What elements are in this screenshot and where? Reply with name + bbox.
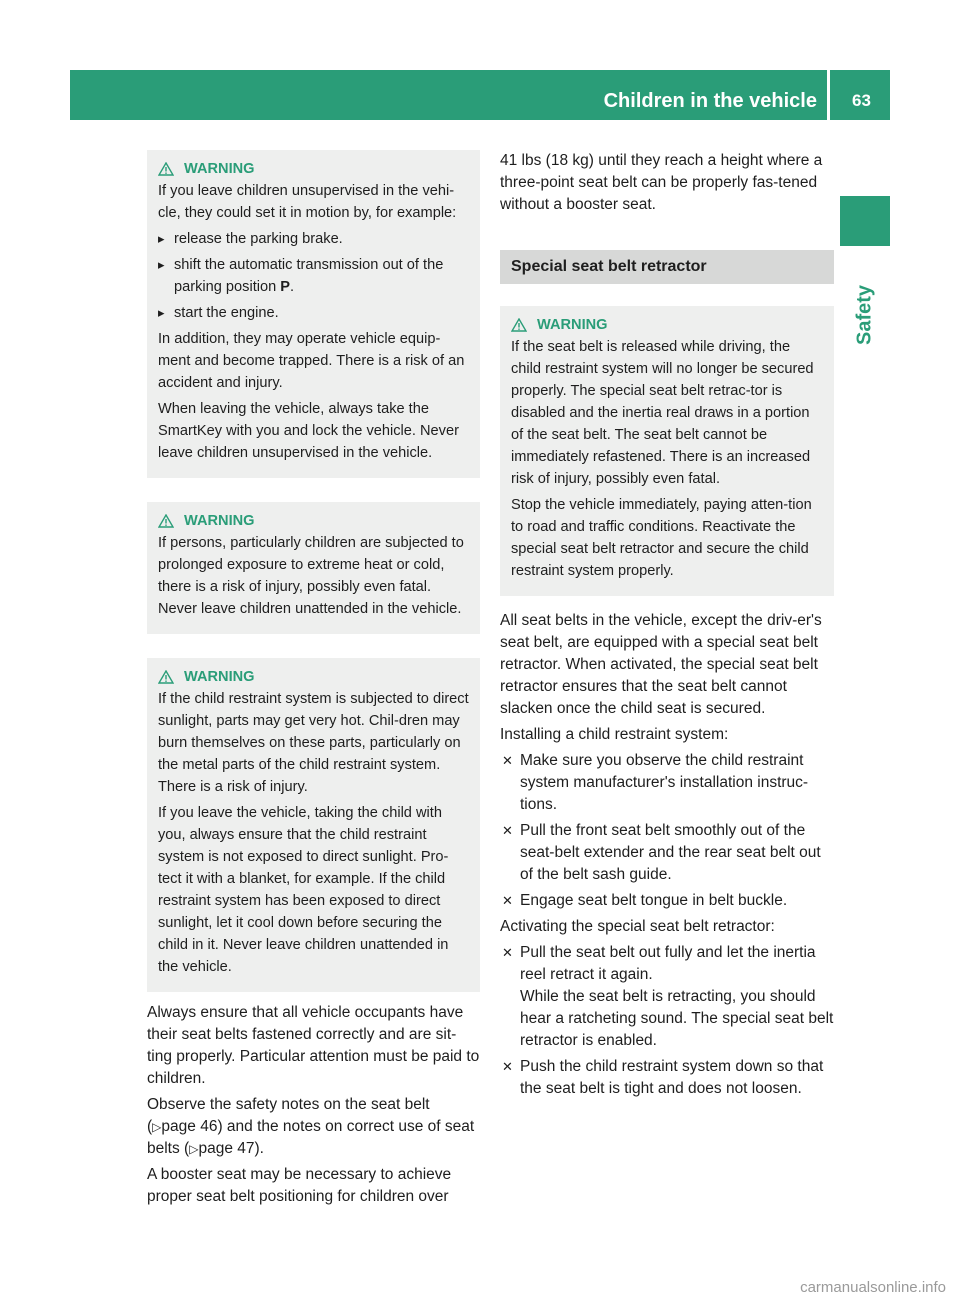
text-segment: ). bbox=[254, 1140, 264, 1157]
warning-triangle-icon bbox=[158, 162, 174, 176]
warning-text: If you leave the vehicle, taking the child with you, always ensure that the child restraint system is not exposed to direct sunlight. Pro-tect it with a blanket, for example. If the child restraint system has been exposed to direct sunlight, let it cool down before securing the child in it. Never leave children unattended in the vehicle. bbox=[158, 805, 449, 975]
warning-text: If the seat belt is released while driving, the child restraint system will no longer be secured properly. The special seat belt retrac-tor is disabled and the inertia real draws in a portion of the seat belt. The seat belt cannot be immediately refastened. There is an increased risk of injury, possibly even fatal. bbox=[511, 339, 814, 487]
page-reference-link[interactable]: page 47 bbox=[198, 1140, 255, 1157]
body-paragraph: 41 lbs (18 kg) until they reach a height where a three-point seat belt can be properly fas-tened without a booster seat. bbox=[500, 152, 823, 213]
step-item: ✕ Engage seat belt tongue in belt buckle. bbox=[500, 890, 834, 912]
body-paragraph: Always ensure that all vehicle occupants have their seat belts fastened correctly and are sit-ting properly. Particular attention must be paid to children. bbox=[147, 1004, 480, 1087]
bullet-item bbox=[158, 254, 469, 298]
body-paragraph: A booster seat may be necessary to achieve proper seat belt positioning for children over bbox=[147, 1166, 452, 1205]
left-column bbox=[147, 150, 480, 1212]
side-tab-label: Safety bbox=[853, 284, 876, 345]
warning-heading bbox=[158, 510, 469, 532]
section-heading: Special seat belt retractor bbox=[500, 250, 834, 284]
right-column bbox=[500, 150, 834, 1104]
step-item bbox=[500, 942, 834, 1052]
warning-label: WARNING bbox=[537, 317, 608, 333]
warning-bullet-list bbox=[158, 228, 469, 324]
bullet-text: shift the automatic transmission out of the parking position bbox=[174, 257, 444, 295]
warning-label: WARNING bbox=[184, 161, 255, 177]
page-reference-link[interactable]: page 46 bbox=[161, 1118, 218, 1135]
steps-intro: Installing a child restraint system: bbox=[500, 726, 729, 743]
warning-triangle-icon bbox=[158, 514, 174, 528]
warning-text: When leaving the vehicle, always take the SmartKey with you and lock the vehicle. Never leave children unsupervised in the vehicle. bbox=[158, 401, 459, 461]
warning-label: WARNING bbox=[184, 669, 255, 685]
bullet-item: ▸ release the parking brake. bbox=[158, 228, 469, 250]
step-item: ✕ Make sure you observe the child restraint system manufacturer's installation instruc-tions. bbox=[500, 750, 834, 816]
triangle-pointer-icon: ▷ bbox=[189, 1142, 199, 1156]
text-segment: ) and the notes on correct use of seat belts ( bbox=[147, 1118, 475, 1157]
step-item: ✕ Pull the front seat belt smoothly out of the seat-belt extender and the rear seat belt out of the belt sash guide. bbox=[500, 820, 834, 886]
chapter-title: Children in the vehicle bbox=[70, 70, 830, 120]
warning-text: In addition, they may operate vehicle equip-ment and become trapped. There is a risk of an accident and injury. bbox=[158, 331, 465, 391]
warning-text: If persons, particularly children are subjected to prolonged exposure to extreme heat or cold, there is a risk of injury, possibly even fatal. Never leave children unattended in the vehicle. bbox=[158, 535, 464, 617]
warning-text: If you leave children unsupervised in the vehi-cle, they could set it in motion by, for example: bbox=[158, 183, 457, 221]
steps-intro: Activating the special seat belt retractor: bbox=[500, 918, 775, 935]
text-segment: Observe the safety notes on the seat belt ( bbox=[147, 1096, 430, 1135]
warning-heading bbox=[158, 158, 469, 180]
bullet-item: ▸ start the engine. bbox=[158, 302, 469, 324]
warning-box-retractor bbox=[500, 306, 834, 596]
warning-box-heat bbox=[147, 502, 480, 634]
page-number: 63 bbox=[852, 91, 871, 110]
body-paragraph-references bbox=[147, 1094, 480, 1160]
step-text: ✕ Pull the seat belt out fully and let the inertia reel retract it again. bbox=[520, 944, 816, 983]
warning-text: Stop the vehicle immediately, paying atten-tion to road and traffic conditions. Reactivate the special seat belt retractor and secure the child restraint system properly. bbox=[511, 497, 812, 579]
bullet-end: . bbox=[290, 279, 295, 295]
activate-steps bbox=[500, 942, 834, 1100]
page-header bbox=[70, 70, 890, 120]
install-steps bbox=[500, 750, 834, 912]
step-item: ✕ Push the child restraint system down so that the seat belt is tight and does not loosen. bbox=[500, 1056, 834, 1100]
warning-triangle-icon bbox=[511, 318, 527, 332]
body-paragraph: All seat belts in the vehicle, except the driv-er's seat belt, are equipped with a special seat belt retractor. When activated, the special seat belt retractor ensures that the seat belt cannot slacken once the child seat is secured. bbox=[500, 612, 822, 717]
warning-heading bbox=[158, 666, 469, 688]
gear-position: P bbox=[280, 279, 291, 295]
side-tab-marker bbox=[840, 196, 890, 246]
warning-label: WARNING bbox=[184, 513, 255, 529]
warning-box-unsupervised bbox=[147, 150, 480, 478]
triangle-pointer-icon: ▷ bbox=[152, 1120, 162, 1134]
warning-box-sunlight bbox=[147, 658, 480, 992]
warning-heading bbox=[511, 314, 823, 336]
warning-triangle-icon bbox=[158, 670, 174, 684]
step-result: While the seat belt is retracting, you should hear a ratcheting sound. The special seat belt retractor is enabled. bbox=[520, 988, 834, 1049]
watermark: carmanualsonline.info bbox=[800, 1279, 946, 1296]
warning-text: If the child restraint system is subjected to direct sunlight, parts may get very hot. Chil-dren may burn themselves on these parts, particularly on the metal parts of the child restraint system. There is a risk of injury. bbox=[158, 691, 469, 795]
